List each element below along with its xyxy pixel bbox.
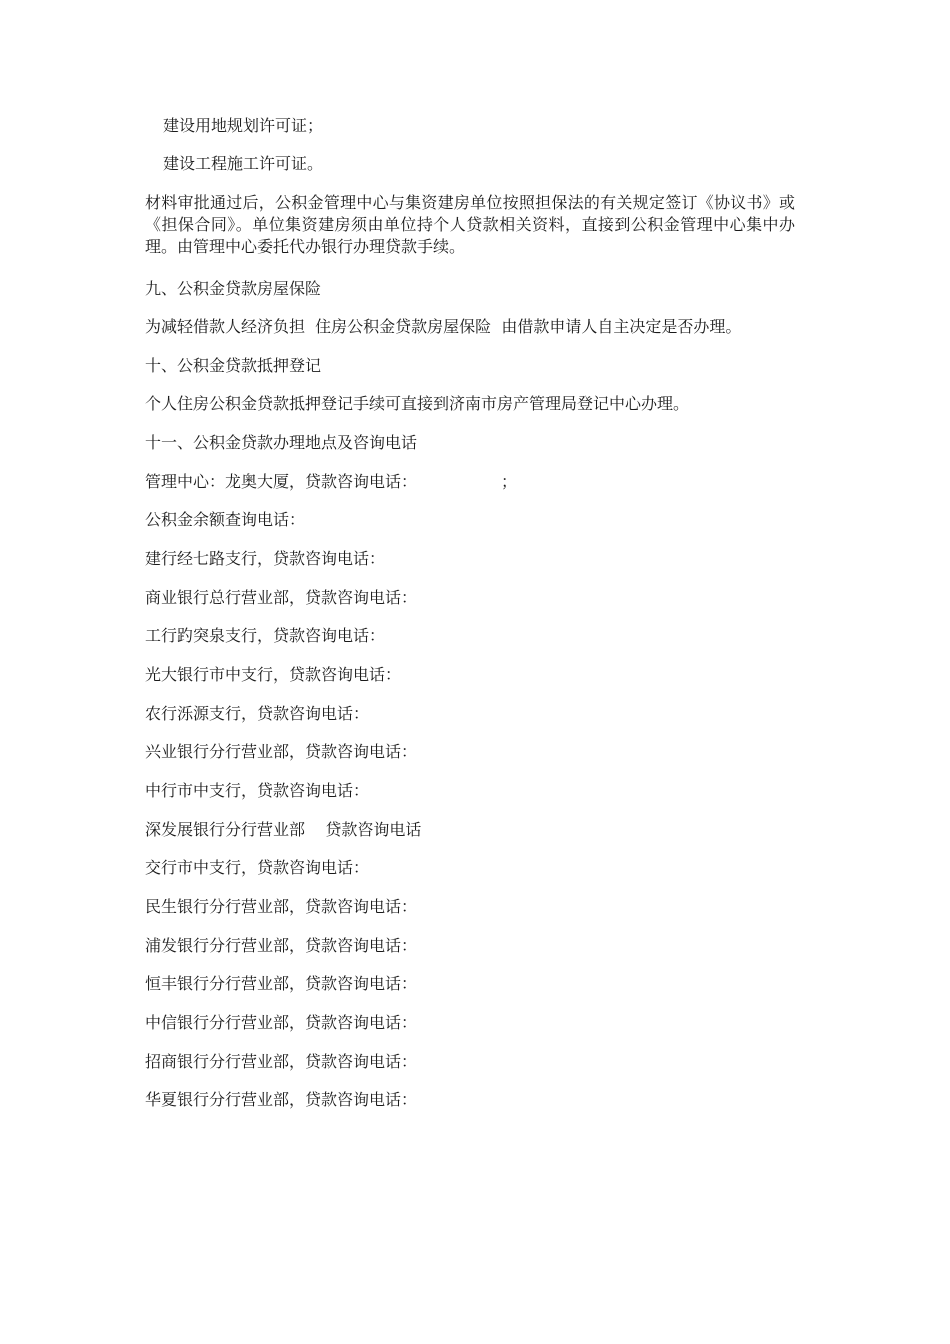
- section-heading: 十一、公积金贷款办理地点及咨询电话: [145, 433, 418, 452]
- contact-line: 民生银行分行营业部，贷款咨询电话：: [145, 897, 418, 916]
- contact-line: 浦发银行分行营业部，贷款咨询电话：: [145, 936, 418, 955]
- section-heading: 十、公积金贷款抵押登记: [145, 356, 322, 375]
- contact-semicolon: ；: [501, 472, 518, 491]
- contact-line: 商业银行总行营业部，贷款咨询电话：: [145, 588, 418, 607]
- contact-line: 中行市中支行，贷款咨询电话：: [145, 781, 370, 800]
- contact-line: 交行市中支行，贷款咨询电话：: [145, 858, 370, 877]
- contact-line: 公积金余额查询电话：: [145, 510, 306, 529]
- contact-line: 恒丰银行分行营业部，贷款咨询电话：: [145, 974, 418, 993]
- contact-line: 中信银行分行营业部，贷款咨询电话：: [145, 1013, 418, 1032]
- contact-label: 管理中心：龙奥大厦，贷款咨询电话：: [145, 472, 418, 491]
- text-line: 个人住房公积金贷款抵押登记手续可直接到济南市房产管理局登记中心办理。: [145, 394, 690, 413]
- contact-line: 工行趵突泉支行，贷款咨询电话：: [145, 626, 386, 645]
- contact-line: 光大银行市中支行，贷款咨询电话：: [145, 665, 402, 684]
- contact-line: 建行经七路支行，贷款咨询电话：: [145, 549, 386, 568]
- text-line: 建设工程施工许可证。: [163, 154, 324, 173]
- contact-line: [145, 472, 517, 492]
- contact-line: 农行泺源支行，贷款咨询电话：: [145, 704, 370, 723]
- contact-line: 招商银行分行营业部，贷款咨询电话：: [145, 1052, 418, 1071]
- contact-line: 华夏银行分行营业部，贷款咨询电话：: [145, 1090, 418, 1109]
- section-heading: 九、公积金贷款房屋保险: [145, 279, 322, 298]
- contact-line: 深发展银行分行营业部 贷款咨询电话: [145, 820, 422, 839]
- text-line: 建设用地规划许可证；: [163, 116, 324, 135]
- text-line: 为减轻借款人经济负担 住房公积金贷款房屋保险 由借款申请人自主决定是否办理。: [145, 317, 742, 336]
- paragraph: 材料审批通过后，公积金管理中心与集资建房单位按照担保法的有关规定签订《协议书》或《担保合同》。单位集资建房须由单位持个人贷款相关资料，直接到公积金管理中心集中办理。由管理中心委托代办银行办理贷款手续。: [145, 193, 795, 256]
- contact-line: 兴业银行分行营业部，贷款咨询电话：: [145, 742, 418, 761]
